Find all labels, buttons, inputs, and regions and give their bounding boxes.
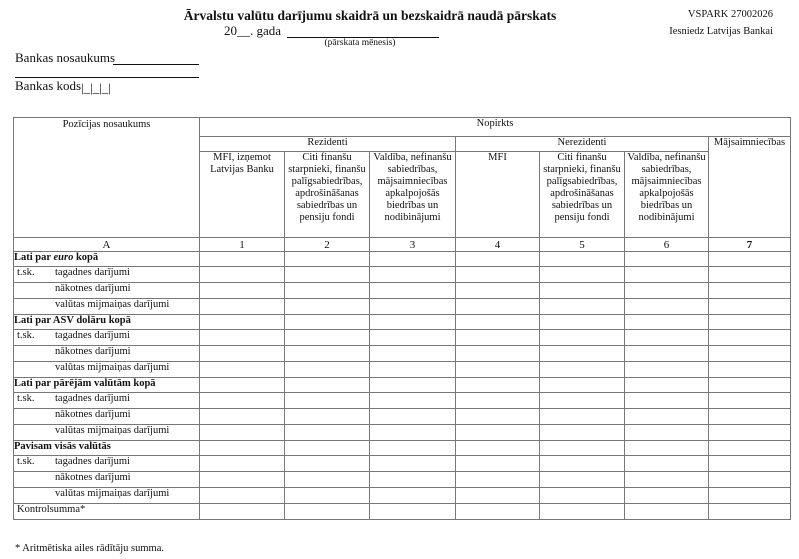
value-cell[interactable]: [456, 456, 540, 472]
column-index: 1: [200, 238, 285, 252]
value-cell[interactable]: [200, 425, 285, 441]
value-cell[interactable]: [625, 283, 709, 299]
value-cell[interactable]: [709, 315, 791, 330]
value-cell[interactable]: [456, 393, 540, 409]
value-cell[interactable]: [370, 456, 456, 472]
value-cell[interactable]: [709, 346, 791, 362]
position-name-header: Pozīcijas nosaukums: [14, 118, 200, 238]
value-cell[interactable]: [709, 362, 791, 378]
control-sum-row: [14, 504, 791, 520]
value-cell[interactable]: [285, 488, 370, 504]
section-row: [14, 441, 791, 456]
column-index: 4: [456, 238, 540, 252]
value-cell[interactable]: [200, 252, 285, 267]
column-header: Citi finanšu starpnieki, finanšu palīgsabiedrības, apdrošināšanas sabiedrības un pensiju fondi: [540, 152, 625, 238]
value-cell[interactable]: [200, 362, 285, 378]
value-cell[interactable]: [625, 456, 709, 472]
value-cell[interactable]: [540, 488, 625, 504]
value-cell[interactable]: [370, 346, 456, 362]
value-cell[interactable]: [540, 315, 625, 330]
nonresidents-header: Nerezidenti: [456, 137, 709, 152]
value-cell[interactable]: [625, 425, 709, 441]
value-cell[interactable]: [200, 488, 285, 504]
value-cell[interactable]: [285, 456, 370, 472]
value-cell[interactable]: [540, 393, 625, 409]
value-cell[interactable]: [370, 252, 456, 267]
value-cell[interactable]: [709, 283, 791, 299]
households-header: Mājsaimniecības: [709, 137, 791, 238]
section-title: Lati par ASV dolāru kopā: [14, 315, 200, 330]
value-cell[interactable]: [709, 299, 791, 315]
value-cell[interactable]: [456, 504, 540, 520]
value-cell[interactable]: [709, 378, 791, 393]
value-cell[interactable]: [456, 346, 540, 362]
value-cell[interactable]: [625, 330, 709, 346]
value-cell[interactable]: [200, 409, 285, 425]
value-cell[interactable]: [285, 504, 370, 520]
value-cell[interactable]: [625, 267, 709, 283]
value-cell[interactable]: [200, 393, 285, 409]
bought-group-header: Nopirkts: [200, 118, 791, 137]
value-cell[interactable]: [285, 315, 370, 330]
column-header: Valdība, nefinanšu sabiedrības, mājsaimniecības apkalpojošās biedrības un nodibinājumi: [370, 152, 456, 238]
value-cell[interactable]: [285, 378, 370, 393]
value-cell[interactable]: [285, 299, 370, 315]
value-cell[interactable]: [200, 330, 285, 346]
column-index: 3: [370, 238, 456, 252]
value-cell[interactable]: [540, 283, 625, 299]
value-cell[interactable]: [370, 409, 456, 425]
value-cell[interactable]: [285, 330, 370, 346]
table-row: [14, 362, 791, 378]
including-prefix: t.sk.: [17, 393, 35, 404]
table-row: [14, 283, 791, 299]
value-cell[interactable]: [370, 488, 456, 504]
value-cell[interactable]: [709, 252, 791, 267]
value-cell[interactable]: [709, 456, 791, 472]
value-cell[interactable]: [200, 472, 285, 488]
value-cell[interactable]: [540, 346, 625, 362]
bank-name-field[interactable]: [113, 64, 199, 65]
column-header: Valdība, nefinanšu sabiedrības, mājsaimniecības apkalpojošās biedrības un nodibinājumi: [625, 152, 709, 238]
section-title: Lati par pārējām valūtām kopā: [14, 378, 200, 393]
value-cell[interactable]: [370, 472, 456, 488]
value-cell[interactable]: [456, 267, 540, 283]
value-cell[interactable]: [370, 315, 456, 330]
value-cell[interactable]: [456, 252, 540, 267]
table-row: [14, 425, 791, 441]
column-index: 2: [285, 238, 370, 252]
table-row: [14, 456, 791, 472]
value-cell[interactable]: [285, 441, 370, 456]
value-cell[interactable]: [540, 299, 625, 315]
control-sum-label: Kontrolsumma*: [14, 504, 200, 520]
value-cell[interactable]: [285, 425, 370, 441]
value-cell[interactable]: [285, 362, 370, 378]
value-cell[interactable]: [625, 346, 709, 362]
value-cell[interactable]: [456, 441, 540, 456]
table-row: [14, 393, 791, 409]
value-cell[interactable]: [625, 299, 709, 315]
value-cell[interactable]: [456, 330, 540, 346]
value-cell[interactable]: [370, 283, 456, 299]
value-cell[interactable]: [709, 409, 791, 425]
value-cell[interactable]: [285, 283, 370, 299]
value-cell[interactable]: [370, 441, 456, 456]
value-cell[interactable]: [625, 472, 709, 488]
value-cell[interactable]: [456, 283, 540, 299]
section-title: Lati par euro kopā: [14, 252, 200, 267]
value-cell[interactable]: [709, 441, 791, 456]
column-header: MFI: [456, 152, 540, 238]
value-cell[interactable]: [456, 378, 540, 393]
value-cell[interactable]: [709, 425, 791, 441]
value-cell[interactable]: [625, 252, 709, 267]
form-code: VSPARK 27002026: [687, 9, 773, 20]
report-year-label: 20__. gada: [224, 23, 282, 38]
value-cell[interactable]: [456, 488, 540, 504]
section-row: [14, 315, 791, 330]
value-cell[interactable]: [625, 504, 709, 520]
row-label: valūtas mijmaiņas darījumi: [14, 299, 200, 315]
table-row: [14, 488, 791, 504]
row-label: t.sk. tagadnes darījumi: [14, 393, 200, 409]
value-cell[interactable]: [540, 472, 625, 488]
value-cell[interactable]: [456, 299, 540, 315]
value-cell[interactable]: [370, 504, 456, 520]
row-label: nākotnes darījumi: [14, 409, 200, 425]
value-cell[interactable]: [370, 299, 456, 315]
table-row: [14, 267, 791, 283]
value-cell[interactable]: [200, 267, 285, 283]
value-cell[interactable]: [540, 330, 625, 346]
form-title: Ārvalstu valūtu darījumu skaidrā un bezskaidrā naudā pārskats: [183, 8, 557, 23]
value-cell[interactable]: [540, 378, 625, 393]
value-cell[interactable]: [540, 409, 625, 425]
row-label: t.sk. tagadnes darījumi: [14, 456, 200, 472]
report-month-caption: (pārskata mēnesis): [324, 38, 396, 48]
row-label: valūtas mijmaiņas darījumi: [14, 425, 200, 441]
row-label: nākotnes darījumi: [14, 346, 200, 362]
column-index: 6: [625, 238, 709, 252]
section-title: Pavisam visās valūtās: [14, 441, 200, 456]
value-cell[interactable]: [370, 425, 456, 441]
value-cell[interactable]: [285, 472, 370, 488]
column-index: 7: [709, 238, 791, 252]
row-label: t.sk. tagadnes darījumi: [14, 267, 200, 283]
value-cell[interactable]: [200, 283, 285, 299]
value-cell[interactable]: [370, 330, 456, 346]
value-cell[interactable]: [456, 425, 540, 441]
report-table: [13, 117, 791, 520]
value-cell[interactable]: [540, 504, 625, 520]
value-cell[interactable]: [200, 346, 285, 362]
value-cell[interactable]: [200, 441, 285, 456]
value-cell[interactable]: [456, 362, 540, 378]
value-cell[interactable]: [540, 267, 625, 283]
value-cell[interactable]: [200, 299, 285, 315]
column-header: Citi finanšu starpnieki, finanšu palīgsabiedrības, apdrošināšanas sabiedrības un pensiju fondi: [285, 152, 370, 238]
value-cell[interactable]: [625, 393, 709, 409]
value-cell[interactable]: [540, 425, 625, 441]
bank-code-label: Bankas kods: [15, 78, 82, 93]
row-label: t.sk. tagadnes darījumi: [14, 330, 200, 346]
value-cell[interactable]: [540, 441, 625, 456]
value-cell[interactable]: [370, 267, 456, 283]
value-cell[interactable]: [709, 330, 791, 346]
publisher-note: Iesniedz Latvijas Bankai: [669, 26, 773, 37]
value-cell[interactable]: [285, 393, 370, 409]
including-prefix: t.sk.: [17, 456, 35, 467]
value-cell[interactable]: [370, 362, 456, 378]
value-cell[interactable]: [200, 456, 285, 472]
bank-name-label: Bankas nosaukums: [15, 50, 116, 65]
value-cell[interactable]: [285, 409, 370, 425]
value-cell[interactable]: [456, 409, 540, 425]
value-cell[interactable]: [200, 378, 285, 393]
column-index: 5: [540, 238, 625, 252]
value-cell[interactable]: [540, 362, 625, 378]
table-row: [14, 409, 791, 425]
value-cell[interactable]: [625, 409, 709, 425]
residents-header: Rezidenti: [200, 137, 456, 152]
value-cell[interactable]: [709, 267, 791, 283]
value-cell[interactable]: [370, 393, 456, 409]
value-cell[interactable]: [285, 346, 370, 362]
table-row: [14, 346, 791, 362]
including-prefix: t.sk.: [17, 330, 35, 341]
section-row: [14, 252, 791, 267]
value-cell[interactable]: [370, 378, 456, 393]
value-cell[interactable]: [625, 315, 709, 330]
value-cell[interactable]: [709, 472, 791, 488]
value-cell[interactable]: [625, 488, 709, 504]
bank-code-boxes[interactable]: |_|_|_|: [81, 80, 111, 95]
value-cell[interactable]: [200, 315, 285, 330]
value-cell[interactable]: [709, 488, 791, 504]
row-label: nākotnes darījumi: [14, 472, 200, 488]
table-row: [14, 472, 791, 488]
value-cell[interactable]: [625, 362, 709, 378]
footnote: * Aritmētiska ailes rādītāju summa.: [15, 543, 165, 554]
table-row: [14, 299, 791, 315]
column-index: A: [14, 238, 200, 252]
value-cell[interactable]: [200, 504, 285, 520]
value-cell[interactable]: [540, 252, 625, 267]
value-cell[interactable]: [456, 472, 540, 488]
row-label: valūtas mijmaiņas darījumi: [14, 362, 200, 378]
value-cell[interactable]: [456, 315, 540, 330]
value-cell[interactable]: [540, 456, 625, 472]
column-header: MFI, izņemot Latvijas Banku: [200, 152, 285, 238]
value-cell[interactable]: [625, 378, 709, 393]
value-cell[interactable]: [285, 267, 370, 283]
value-cell[interactable]: [709, 393, 791, 409]
value-cell[interactable]: [709, 504, 791, 520]
including-prefix: t.sk.: [17, 267, 35, 278]
row-label: nākotnes darījumi: [14, 283, 200, 299]
value-cell[interactable]: [285, 252, 370, 267]
table-row: [14, 330, 791, 346]
section-row: [14, 378, 791, 393]
value-cell[interactable]: [625, 441, 709, 456]
row-label: valūtas mijmaiņas darījumi: [14, 488, 200, 504]
